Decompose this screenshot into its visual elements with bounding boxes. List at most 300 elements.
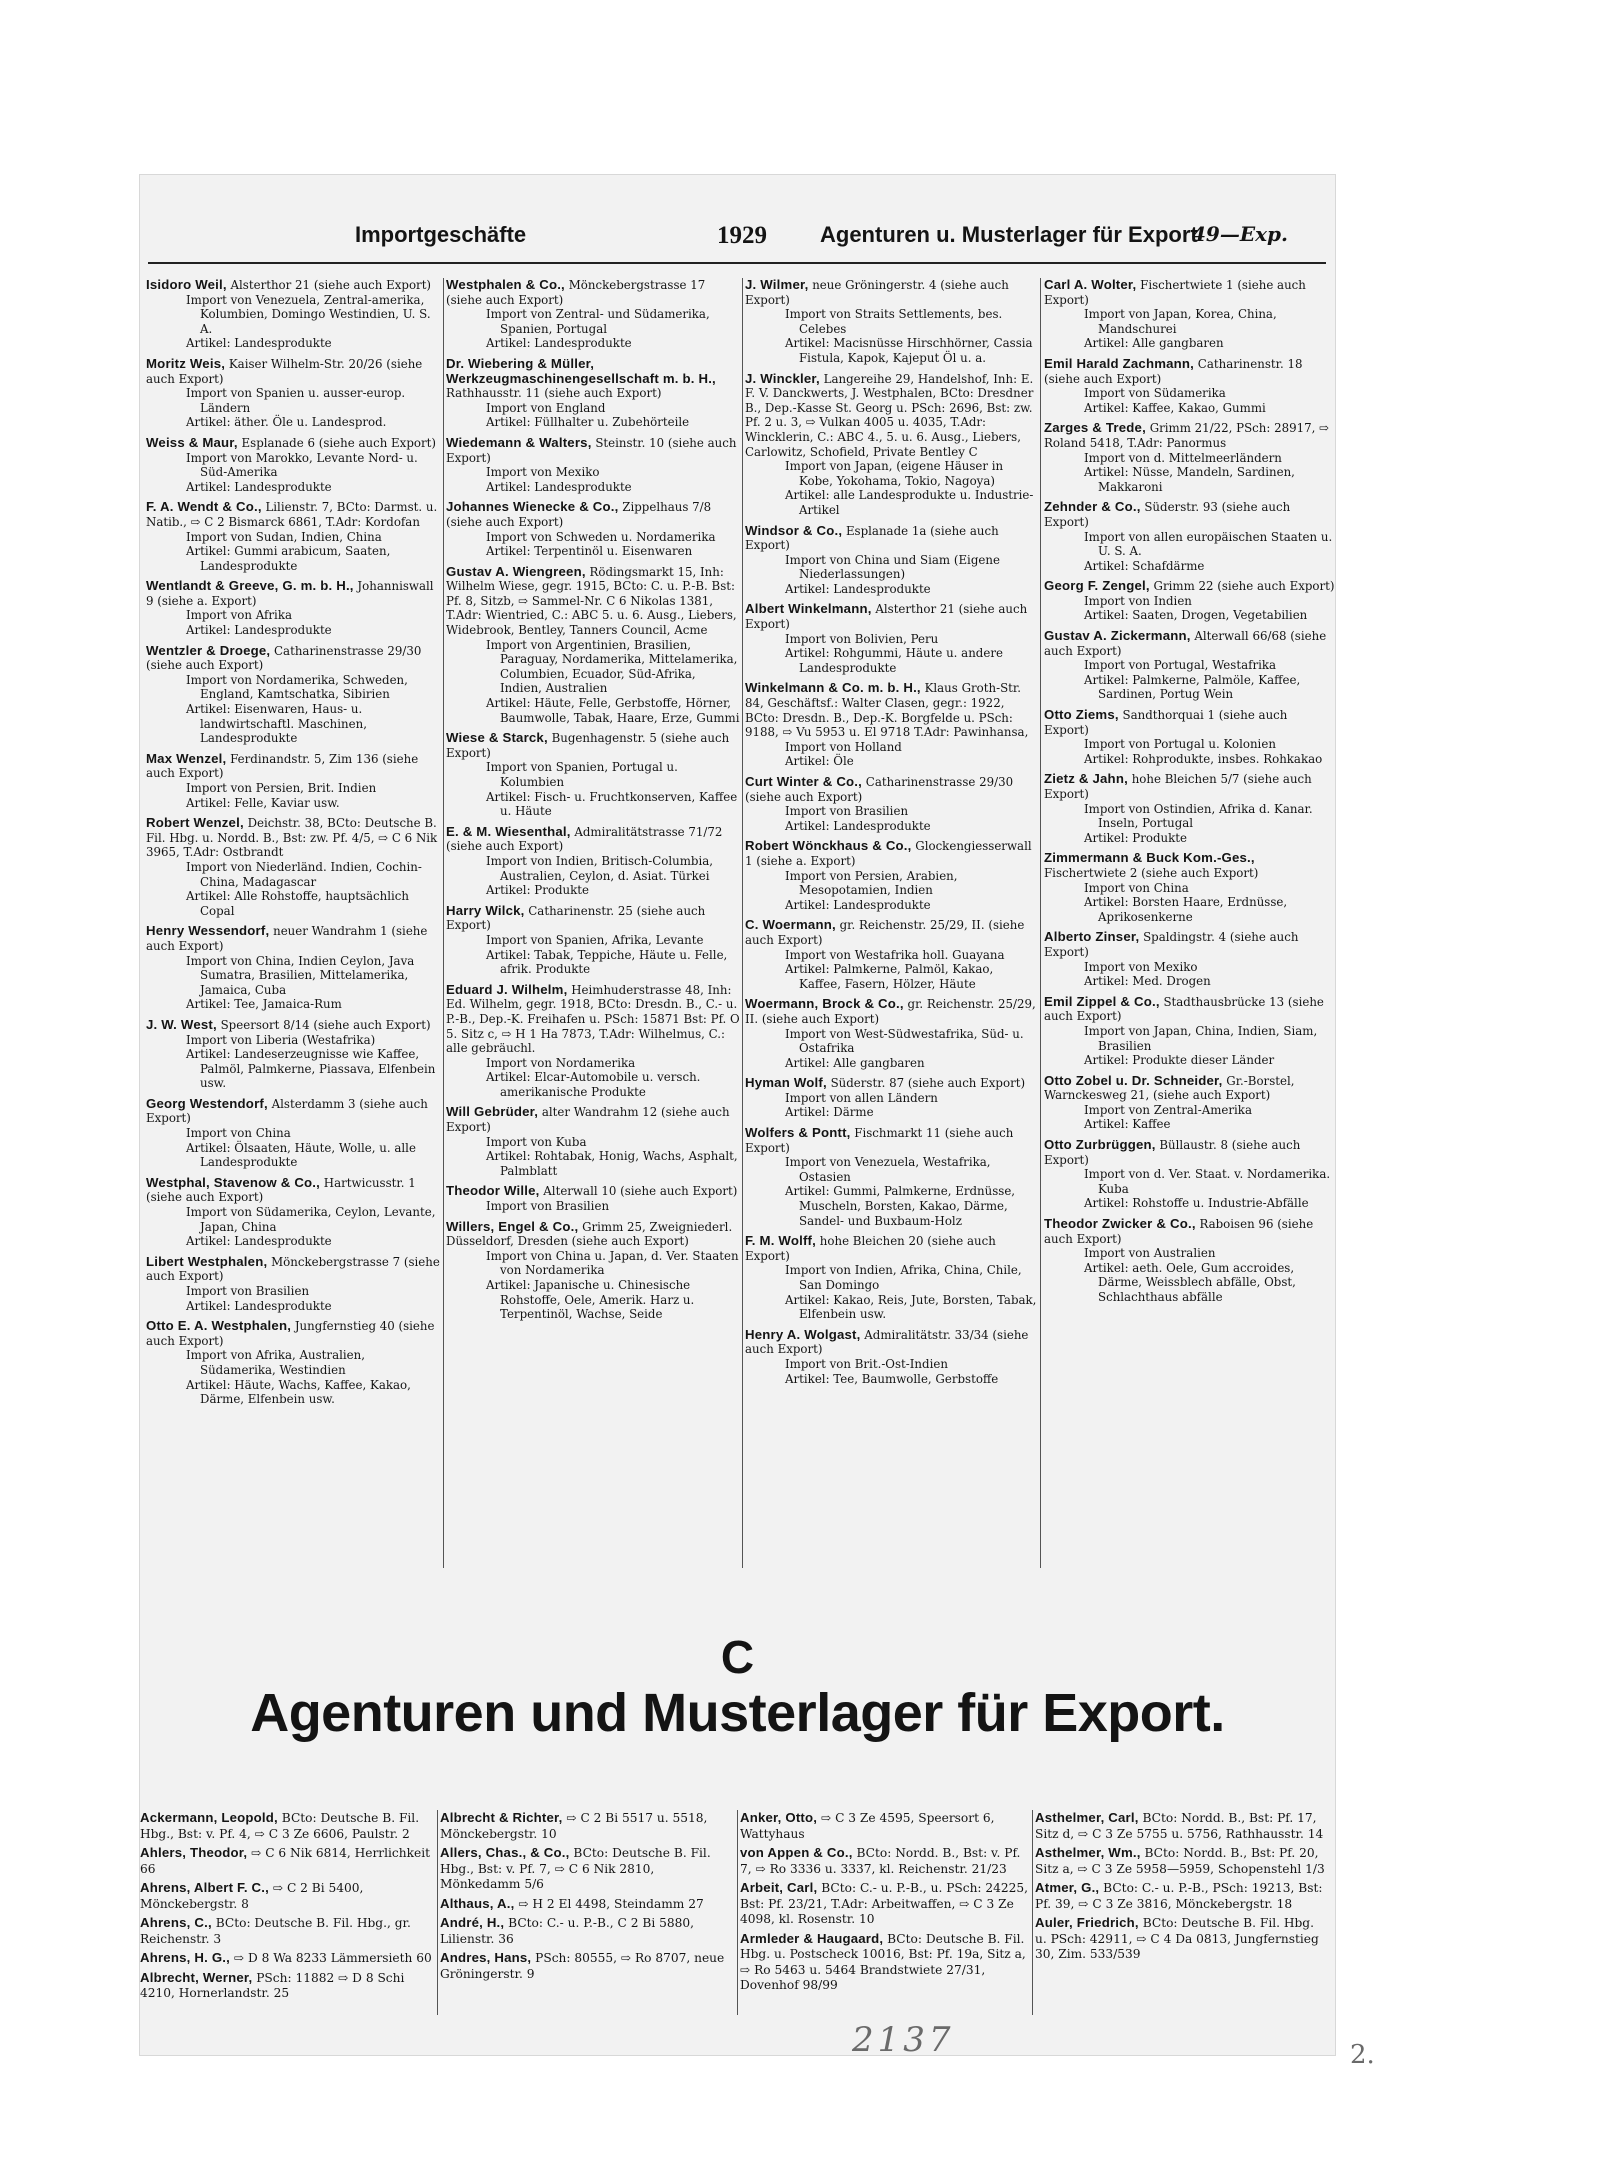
directory-entry [446, 904, 740, 977]
company-name: Otto Zobel u. Dr. Schneider, [1044, 1072, 1223, 1088]
artikel-line: Artikel: Füllhalter u. Zubehörteile [486, 415, 690, 430]
directory-entry [446, 357, 740, 430]
company-name: Harry Wilck, [446, 902, 525, 918]
artikel-line: Artikel: Japanische u. Chinesische Rohstoffe, Oele, Amerik. Harz u. Terpentinöl, Wachse, Seide [486, 1278, 695, 1322]
company-address: Heimhuderstrasse 48, Inh: Ed. Wilhelm, gegr. 1918, BCto: Dresdn. B., C.- u. P.-B., Dep.-K. Freihafen u. PSch: 15871 Bst: Pf. O 5. Sitz c, ⇨ H 1 Ha 7873, T.Adr: Wilhelmus, C.: alle gebräuchl. [446, 982, 740, 1056]
agency-name: von Appen & Co., [740, 1845, 853, 1860]
import-line: Import von d. Ver. Staat. v. Nordamerika. Kuba [1084, 1167, 1331, 1196]
entry-heading [1044, 579, 1336, 594]
import-line: Import von Spanien u. ausser-europ. Ländern [186, 386, 406, 415]
directory-entry [446, 1220, 740, 1322]
agency-name: Ahrens, C., [140, 1915, 212, 1930]
company-address: Fischmarkt 11 (siehe auch Export) [745, 1126, 1014, 1155]
company-name: Will Gebrüder, [446, 1104, 539, 1120]
entry-heading [146, 752, 440, 781]
company-address: Jungfernstieg 40 (siehe auch Export) [146, 1319, 435, 1348]
agency-entry [740, 1880, 1032, 1928]
column-2 [446, 278, 740, 1578]
entry-heading [146, 1176, 440, 1205]
import-line: Import von Indien, Afrika, China, Chile, San Domingo [785, 1263, 1022, 1292]
artikel-line: Artikel: Tabak, Teppiche, Häute u. Felle, afrik. Produkte [486, 947, 728, 977]
agency-entry [1035, 1880, 1327, 1912]
agency-name: Asthelmer, Carl, [1035, 1810, 1139, 1825]
import-line: Import von Japan, Korea, China, Mandschurei [1084, 307, 1277, 336]
agency-entry [140, 1950, 432, 1967]
company-address: Steinstr. 10 (siehe auch Export) [446, 435, 737, 465]
company-name: J. W. West, [146, 1016, 217, 1032]
company-name: Gustav A. Zickermann, [1044, 628, 1191, 644]
agency-details: BCto: Deutsche B. Fil. Hbg., Bst: v. Pf. 7, ⇨ C 6 Nik 2810, Mönkedamm 5/6 [440, 1846, 711, 1891]
agency-details: BCto: C.- u. P.-B., PSch: 19213, Bst: Pf. 39, ⇨ C 3 Ze 3816, Mönckebergstr. 18 [1035, 1881, 1323, 1911]
company-address: Alterwall 10 (siehe auch Export) [543, 1184, 738, 1199]
company-address: Alsterthor 21 (siehe auch Export) [230, 278, 432, 292]
company-name: Wentzler & Droege, [146, 642, 271, 658]
company-address: Sandthorquai 1 (siehe auch Export) [1044, 708, 1288, 737]
column-divider [742, 278, 743, 1568]
company-name: Gustav A. Wiengreen, [446, 563, 586, 579]
directory-entry [1044, 1217, 1336, 1305]
company-name: Westphalen & Co., [446, 278, 565, 292]
artikel-line: Artikel: Häute, Felle, Gerbstoffe, Hörner, Baumwolle, Tabak, Haare, Erze, Gummi [486, 696, 740, 725]
entry-heading [446, 357, 740, 401]
company-address: gr. Reichenstr. 25/29, II. (siehe auch Export) [745, 997, 1036, 1026]
company-name: Otto Zurbrüggen, [1044, 1137, 1156, 1153]
entry-heading [446, 565, 740, 638]
agency-entry [140, 1915, 432, 1947]
agency-name: Ahlers, Theodor, [140, 1845, 248, 1860]
agency-entry [140, 1880, 432, 1912]
directory-entry [1044, 579, 1336, 623]
agency-column-1 [140, 1810, 432, 2005]
company-name: Wiedemann & Walters, [446, 434, 592, 450]
directory-entry [446, 825, 740, 898]
directory-entry [1044, 421, 1336, 494]
entry-heading [146, 278, 440, 293]
entry-heading [446, 1184, 740, 1199]
import-line: Import von Mexiko [1084, 959, 1198, 974]
artikel-line: Artikel: Produkte [1084, 830, 1187, 845]
directory-entry [146, 644, 440, 746]
agency-entry [440, 1810, 732, 1842]
header-rule [148, 262, 1326, 264]
entry-heading [745, 918, 1038, 947]
entry-heading [745, 372, 1038, 460]
directory-entry [745, 1126, 1038, 1228]
entry-heading [1044, 500, 1336, 529]
company-address: hohe Bleichen 20 (siehe auch Export) [745, 1234, 996, 1263]
agency-entry [440, 1845, 732, 1893]
company-name: Theodor Wille, [446, 1183, 540, 1199]
entry-heading [446, 500, 740, 529]
entry-heading [146, 644, 440, 673]
artikel-line: Artikel: Landesprodukte [186, 479, 332, 494]
import-line: Import von Nordamerika [486, 1055, 636, 1070]
import-line: Import von Persien, Arabien, Mesopotamien, Indien [785, 868, 958, 898]
import-line: Import von Portugal u. Kolonien [1084, 737, 1276, 752]
entry-heading [446, 436, 740, 465]
entry-heading [446, 1220, 740, 1249]
import-line: Import von Mexiko [486, 465, 600, 480]
entry-heading [745, 775, 1038, 804]
entry-heading [745, 278, 1038, 307]
agency-entry [140, 1810, 432, 1842]
company-address: Esplanade 6 (siehe auch Export) [241, 435, 436, 450]
agency-details: BCto: Deutsche B. Fil. Hbg. u. Postscheck 10016, Bst: Pf. 19a, Sitz a, ⇨ Ro 5463 u. 5464 Brandstwiete 27/31, Dovenhof 98/99 [740, 1931, 1026, 1992]
handwritten-number: 2137 [852, 2020, 955, 2060]
import-line: Import von Afrika [186, 608, 293, 623]
company-name: Hyman Wolf, [745, 1075, 827, 1091]
agency-details: ⇨ H 2 El 4498, Steindamm 27 [518, 1896, 704, 1911]
directory-entry [1044, 1138, 1336, 1211]
entry-heading [146, 1255, 440, 1284]
directory-entry [745, 1076, 1038, 1120]
agency-details: BCto: C.- u. P.-B., C 2 Bi 5880, Lilienstr. 36 [440, 1916, 694, 1946]
page-header [140, 222, 1335, 258]
company-address: Hartwicusstr. 1 (siehe auch Export) [146, 1175, 416, 1205]
import-line: Import von China [186, 1126, 291, 1141]
company-address: Deichstr. 38, BCto: Deutsche B. Fil. Hbg. u. Nordd. B., Bst: zw. Pf. 4/5, ⇨ C 6 Nik 3965, T.Adr: Ostbrandt [146, 816, 438, 860]
agency-entry [740, 1845, 1032, 1877]
agency-details: BCto: C.- u. P.-B., u. PSch: 24225, Bst: Pf. 23/21, T.Adr: Arbeitwaffen, ⇨ C 3 Ze 4098, kl. Rosenstr. 10 [740, 1881, 1029, 1926]
import-line: Import von d. Mittelmeerländern [1084, 450, 1282, 465]
company-address: Catharinenstrasse 29/30 (siehe auch Export) [745, 775, 1014, 804]
company-address: Admiralitätstrasse 71/72 (siehe auch Export) [446, 824, 723, 854]
import-line: Import von Ostindien, Afrika d. Kanar. Inseln, Portugal [1084, 801, 1313, 831]
company-name: Zietz & Jahn, [1044, 771, 1128, 787]
entry-heading [446, 1105, 740, 1134]
company-name: E. & M. Wiesenthal, [446, 823, 571, 839]
company-address: Gr.-Borstel, Warnckesweg 21, (siehe auch Export) [1044, 1073, 1295, 1103]
artikel-line: Artikel: Därme [785, 1105, 874, 1120]
artikel-line: Artikel: Landesprodukte [785, 581, 931, 596]
company-address: Lilienstr. 7, BCto: Darmst. u. Natib., ⇨ C 2 Bismarck 6861, T.Adr: Kordofan [146, 500, 438, 529]
artikel-line: Artikel: Öle [785, 754, 854, 769]
import-line: Import von Persien, Brit. Indien [186, 781, 377, 795]
column-divider [443, 278, 444, 1568]
import-line: Import von Schweden u. Nordamerika [486, 529, 716, 544]
agency-entry [440, 1915, 732, 1947]
directory-entry [745, 278, 1038, 366]
directory-columns [146, 278, 1336, 1578]
directory-entry [745, 839, 1038, 912]
agency-name: André, H., [440, 1915, 505, 1930]
company-name: Emil Harald Zachmann, [1044, 355, 1195, 371]
directory-entry [146, 357, 440, 430]
directory-entry [745, 681, 1038, 769]
import-line: Import von China u. Japan, d. Ver. Staaten von Nordamerika [486, 1248, 739, 1278]
directory-entry [146, 816, 440, 918]
agency-details: BCto: Nordd. B., Bst: v. Pf. 7, ⇨ Ro 3336 u. 3337, kl. Reichenstr. 21/23 [740, 1846, 1021, 1876]
company-name: Zimmermann & Buck Kom.-Ges., [1044, 850, 1255, 866]
entry-heading [1044, 851, 1336, 880]
artikel-line: Artikel: Produkte dieser Länder [1084, 1053, 1275, 1068]
agency-name: Anker, Otto, [740, 1810, 818, 1825]
import-line: Import von Brit.-Ost-Indien [785, 1356, 948, 1371]
company-address: Catharinenstr. 18 (siehe auch Export) [1044, 356, 1303, 386]
directory-entry [745, 524, 1038, 597]
directory-entry [446, 278, 740, 351]
directory-entry [146, 579, 440, 637]
company-name: Libert Westphalen, [146, 1253, 268, 1269]
agency-name: Albrecht, Werner, [140, 1969, 253, 1985]
entry-heading [745, 524, 1038, 553]
agency-entry [1035, 1845, 1327, 1877]
import-line: Import von Brasilien [785, 804, 909, 819]
agency-details: BCto: Nordd. B., Bst: Pf. 20, Sitz a, ⇨ C 3 Ze 5958—5959, Schopenstehl 1/3 [1035, 1846, 1325, 1876]
import-line: Import von allen Ländern [785, 1090, 938, 1105]
agency-name: Atmer, G., [1035, 1880, 1100, 1895]
company-name: Georg Westendorf, [146, 1095, 268, 1111]
artikel-line: Artikel: Landesprodukte [486, 336, 632, 351]
company-address: Admiralitätstr. 33/34 (siehe auch Export) [745, 1327, 1029, 1357]
agency-entry [1035, 1810, 1327, 1842]
import-line: Import von Kuba [486, 1134, 587, 1149]
entry-heading [446, 825, 740, 854]
directory-entry [146, 1319, 440, 1407]
artikel-line: Artikel: Landesprodukte [785, 897, 931, 912]
company-address: Bugenhagenstr. 5 (siehe auch Export) [446, 731, 730, 760]
entry-heading [1044, 278, 1336, 307]
agency-entry [440, 1896, 732, 1913]
directory-entry [1044, 357, 1336, 415]
artikel-line: Artikel: Tee, Jamaica-Rum [186, 997, 342, 1012]
entry-heading [446, 278, 740, 307]
directory-entry [146, 752, 440, 810]
company-address: Alsterthor 21 (siehe auch Export) [745, 602, 1028, 632]
directory-entry [745, 997, 1038, 1070]
import-line: Import von China [1084, 880, 1189, 895]
directory-entry [1044, 851, 1336, 924]
company-address: Glockengiesserwall 1 (siehe a. Export) [745, 839, 1032, 868]
directory-entry [446, 1184, 740, 1213]
agency-name: Ackermann, Leopold, [140, 1810, 278, 1825]
agency-name: Arbeit, Carl, [740, 1880, 818, 1895]
company-address: Süderstr. 93 (siehe auch Export) [1044, 500, 1291, 529]
header-left-title: Importgeschäfte [355, 222, 527, 247]
import-line: Import von Japan, China, Indien, Siam, Brasilien [1084, 1023, 1318, 1053]
artikel-line: Artikel: Saaten, Drogen, Vegetabilien [1084, 608, 1308, 623]
directory-entry [1044, 772, 1336, 845]
company-name: Max Wenzel, [146, 750, 227, 766]
agency-details: ⇨ D 8 Wa 8233 Lämmersieth 60 [233, 1951, 432, 1965]
directory-entry [1044, 708, 1336, 766]
artikel-line: Artikel: Landesprodukte [186, 336, 332, 351]
entry-heading [1044, 629, 1336, 658]
artikel-line: Artikel: Borsten Haare, Erdnüsse, Aprikosenkerne [1084, 895, 1288, 924]
entry-heading [1044, 930, 1336, 959]
artikel-line: Artikel: aeth. Oele, Gum accroides, Därme, Weissblech abfälle, Obst, Schlachthaus abfälle [1084, 1260, 1296, 1304]
artikel-line: Artikel: Schafdärme [1084, 558, 1205, 573]
artikel-line: Artikel: Elcar-Automobile u. versch. amerikanische Produkte [486, 1070, 701, 1099]
company-name: F. A. Wendt & Co., [146, 499, 262, 515]
agency-name: Andres, Hans, [440, 1950, 532, 1965]
import-line: Import von allen europäischen Staaten u. U. S. A. [1084, 529, 1333, 559]
company-address: Alsterdamm 3 (siehe auch Export) [146, 1096, 428, 1126]
directory-entry [146, 1255, 440, 1313]
import-line: Import von Straits Settlements, bes. Celebes [785, 307, 1003, 336]
company-address: Alterwall 66/68 (siehe auch Export) [1044, 629, 1327, 658]
company-address: alter Wandrahm 12 (siehe auch Export) [446, 1105, 730, 1135]
company-name: Wiese & Starck, [446, 730, 548, 746]
entry-heading [745, 1328, 1038, 1357]
agency-column-4 [1035, 1810, 1327, 1966]
column-1 [146, 278, 440, 1578]
import-line: Import von Liberia (Westafrika) [186, 1032, 376, 1047]
company-address: Klaus Groth-Str. 84, Geschäftsf.: Walter Clasen, gegr.: 1922, BCto: Dresdn. B., Dep.-K. Borgfelde u. PSch: 9188, ⇨ Vu 5953 u. El 9718 T.Adr: Pawinhansa, [745, 681, 1029, 740]
directory-entry [146, 924, 440, 1012]
entry-heading [745, 1126, 1038, 1155]
agency-name: Albrecht & Richter, [440, 1810, 563, 1825]
agency-details: BCto: Nordd. B., Bst: Pf. 17, Sitz d, ⇨ C 3 Ze 5755 u. 5756, Rathhausstr. 14 [1035, 1811, 1324, 1841]
import-line: Import von Indien, Britisch-Columbia, Australien, Ceylon, d. Asiat. Türkei [486, 853, 714, 883]
agency-entry [140, 1970, 432, 2002]
company-address: Fischertwiete 2 (siehe auch Export) [1044, 865, 1259, 880]
company-address: Rödingsmarkt 15, Inh: Wilhelm Wiese, gegr. 1915, BCto: C. u. P.-B. Bst: Pf. 8, Sitzb, ⇨ Sammel-Nr. C 6 Nikolas 1381, T.Adr: Wientried, C.: ABC 5. u. 6. Ausg., Liebers, Widebrook, Bentley, Tanners Council, Acme [446, 564, 737, 638]
artikel-line: Artikel: Tee, Baumwolle, Gerbstoffe [785, 1371, 999, 1386]
entry-heading [745, 602, 1038, 631]
agency-name: Armleder & Haugaard, [740, 1930, 884, 1946]
artikel-line: Artikel: Landesprodukte [785, 818, 931, 833]
artikel-line: Artikel: Nüsse, Mandeln, Sardinen, Makkaroni [1084, 465, 1295, 494]
company-name: Isidoro Weil, [146, 278, 227, 292]
import-line: Import von Portugal, Westafrika [1084, 658, 1277, 673]
company-name: Curt Winter & Co., [745, 774, 863, 789]
agency-details: BCto: Deutsche B. Fil. Hbg. u. PSch: 42911, ⇨ C 4 Da 0813, Jungfernstieg 30, Zim. 533/539 [1035, 1916, 1319, 1961]
company-address: Mönckebergstrasse 17 (siehe auch Export) [446, 278, 706, 307]
artikel-line: Artikel: Landesprodukte [186, 1234, 332, 1249]
import-line: Import von Australien [1084, 1246, 1216, 1261]
entry-heading [446, 983, 740, 1056]
company-name: C. Woermann, [745, 917, 836, 933]
directory-entry [745, 1328, 1038, 1386]
entry-heading [146, 579, 440, 608]
entry-heading [146, 924, 440, 953]
agency-entry [1035, 1915, 1327, 1963]
company-name: Robert Wenzel, [146, 815, 244, 831]
import-line: Import von Spanien, Portugal u. Kolumbien [486, 760, 678, 789]
artikel-line: Artikel: äther. Öle u. Landesprod. [186, 415, 387, 430]
company-address: gr. Reichenstr. 25/29, II. (siehe auch Export) [745, 918, 1025, 947]
company-name: Johannes Wienecke & Co., [446, 499, 619, 515]
company-address: Büllaustr. 8 (siehe auch Export) [1044, 1138, 1301, 1167]
entry-heading [146, 1097, 440, 1126]
entry-heading [745, 1234, 1038, 1263]
directory-entry [446, 983, 740, 1100]
directory-entry [1044, 1074, 1336, 1132]
entry-heading [1044, 1074, 1336, 1103]
agency-name: Auler, Friedrich, [1035, 1915, 1139, 1930]
directory-entry [745, 918, 1038, 991]
company-name: Zarges & Trede, [1044, 420, 1146, 436]
artikel-line: Artikel: Rohtabak, Honig, Wachs, Asphalt, Palmblatt [486, 1149, 738, 1178]
directory-entry [1044, 500, 1336, 573]
import-line: Import von Bolivien, Peru [785, 631, 939, 646]
agency-column-2 [440, 1810, 732, 1985]
import-line: Import von Argentinien, Brasilien, Paraguay, Nordamerika, Mittelamerika, Columbien, Ecuador, Süd-Afrika, Indien, Australien [486, 637, 738, 696]
agency-details: ⇨ C 2 Bi 5517 u. 5518, Mönckebergstr. 10 [440, 1811, 708, 1841]
directory-entry [1044, 278, 1336, 351]
artikel-line: Artikel: Gummi, Palmkerne, Erdnüsse, Muscheln, Borsten, Kakao, Därme, Sandel- und Buxbaum-Holz [785, 1184, 1016, 1228]
import-line: Import von China und Siam (Eigene Niederlassungen) [785, 552, 1000, 582]
company-name: Theodor Zwicker & Co., [1044, 1216, 1196, 1232]
entry-heading [146, 816, 440, 860]
import-line: Import von China, Indien Ceylon, Java Sumatra, Brasilien, Mittelamerika, Jamaica, Cuba [186, 953, 415, 997]
column-divider [1032, 1810, 1033, 2015]
artikel-line: Artikel: Macisnüsse Hirschhörner, Cassia Fistula, Kapok, Kajeput Öl u. a. [785, 336, 1033, 365]
agency-entry [740, 1810, 1032, 1842]
directory-entry [146, 500, 440, 573]
artikel-line: Artikel: Rohprodukte, insbes. Rohkakao [1084, 751, 1323, 766]
artikel-line: Artikel: Landeserzeugnisse wie Kaffee, Palmöl, Palmkerne, Piassava, Elfenbein usw. [186, 1047, 436, 1091]
entry-heading [745, 681, 1038, 739]
entry-heading [146, 436, 440, 451]
entry-heading [146, 1018, 440, 1033]
entry-heading [1044, 421, 1336, 450]
import-line: Import von Japan, (eigene Häuser in Kobe, Yokohama, Tokio, Nagoya) [785, 459, 1004, 488]
column-divider [437, 1810, 438, 2015]
artikel-line: Artikel: Eisenwaren, Haus- u. landwirtschaftl. Maschinen, Landesprodukte [186, 702, 367, 746]
agency-details: ⇨ C 2 Bi 5400, Mönckebergstr. 8 [140, 1881, 364, 1911]
entry-heading [146, 357, 440, 386]
company-name: Emil Zippel & Co., [1044, 993, 1160, 1009]
directory-entry [745, 775, 1038, 833]
artikel-line: Artikel: Produkte [486, 883, 589, 898]
company-name: Otto E. A. Westphalen, [146, 1318, 292, 1334]
import-line: Import von Zentral-Amerika [1084, 1102, 1252, 1117]
artikel-line: Artikel: Palmkerne, Palmöle, Kaffee, Sardinen, Portug Wein [1084, 672, 1301, 702]
directory-entry [446, 436, 740, 494]
artikel-line: Artikel: alle Landesprodukte u. Industrie-Artikel [785, 488, 1034, 517]
company-name: Willers, Engel & Co., [446, 1218, 579, 1234]
import-line: Import von Spanien, Afrika, Levante [486, 932, 704, 947]
agency-name: Allers, Chas., & Co., [440, 1845, 570, 1860]
directory-entry [745, 602, 1038, 675]
company-name: Zehnder & Co., [1044, 499, 1141, 515]
company-name: Windsor & Co., [745, 522, 843, 538]
entry-heading [146, 500, 440, 529]
company-name: Dr. Wiebering & Müller, Werkzeugmaschinengesellschaft m. b. H., [446, 355, 716, 386]
directory-entry [745, 1234, 1038, 1322]
agency-details: BCto: Deutsche B. Fil. Hbg., Bst: v. Pf. 4, ⇨ C 3 Ze 6606, Paulstr. 2 [140, 1811, 420, 1841]
company-address: Johanniswall 9 (siehe a. Export) [146, 579, 434, 608]
directory-entry [146, 436, 440, 494]
import-line: Import von Nordamerika, Schweden, England, Kamtschatka, Sibirien [186, 672, 408, 702]
column-divider [737, 1810, 738, 2015]
directory-entry [745, 372, 1038, 518]
company-address: Spaldingstr. 4 (siehe auch Export) [1044, 930, 1299, 959]
artikel-line: Artikel: Med. Drogen [1084, 974, 1211, 989]
company-address: Süderstr. 87 (siehe auch Export) [830, 1076, 1026, 1091]
company-address: Speersort 8/14 (siehe auch Export) [220, 1017, 431, 1032]
agency-details: ⇨ C 6 Nik 6814, Herrlichkeit 66 [140, 1846, 430, 1876]
company-address: Grimm 21/22, PSch: 28917, ⇨ Roland 5418, T.Adr: Panormus [1044, 421, 1330, 450]
company-name: Henry A. Wolgast, [745, 1326, 861, 1342]
company-name: Carl A. Wolter, [1044, 278, 1137, 292]
entry-heading [1044, 1217, 1336, 1246]
agency-name: Ahrens, H. G., [140, 1950, 230, 1965]
company-address: Langereihe 29, Handelshof, Inh: E. F. V. Danckwerts, J. Westphalen, BCto: Dresdner B., Dep.-Kasse St. Georg u. PSch: 2696, Bst: zw. Pf. 2 u. 3, ⇨ Vulkan 4005 u. 4035, T.Adr: Wincklerin, C.: ABC 4., 5. u. 6. Ausg., Liebers, Carlowitz, Schofield, Private Bentley C [745, 371, 1034, 459]
agency-details: PSch: 11882 ⇨ D 8 Schi 4210, Hornerlandstr. 25 [140, 1970, 405, 2000]
import-line: Import von Sudan, Indien, China [186, 529, 382, 544]
directory-entry [446, 500, 740, 558]
company-address: neue Gröningerstr. 4 (siehe auch Export) [745, 278, 1009, 307]
agency-entry [140, 1845, 432, 1877]
entry-heading [446, 904, 740, 933]
artikel-line: Artikel: Alle Rohstoffe, hauptsächlich Copal [186, 889, 410, 918]
company-address: Catharinenstrasse 29/30 (siehe auch Export) [146, 643, 422, 673]
artikel-line: Artikel: Felle, Kaviar usw. [186, 795, 340, 810]
agency-name: Althaus, A., [440, 1895, 515, 1911]
